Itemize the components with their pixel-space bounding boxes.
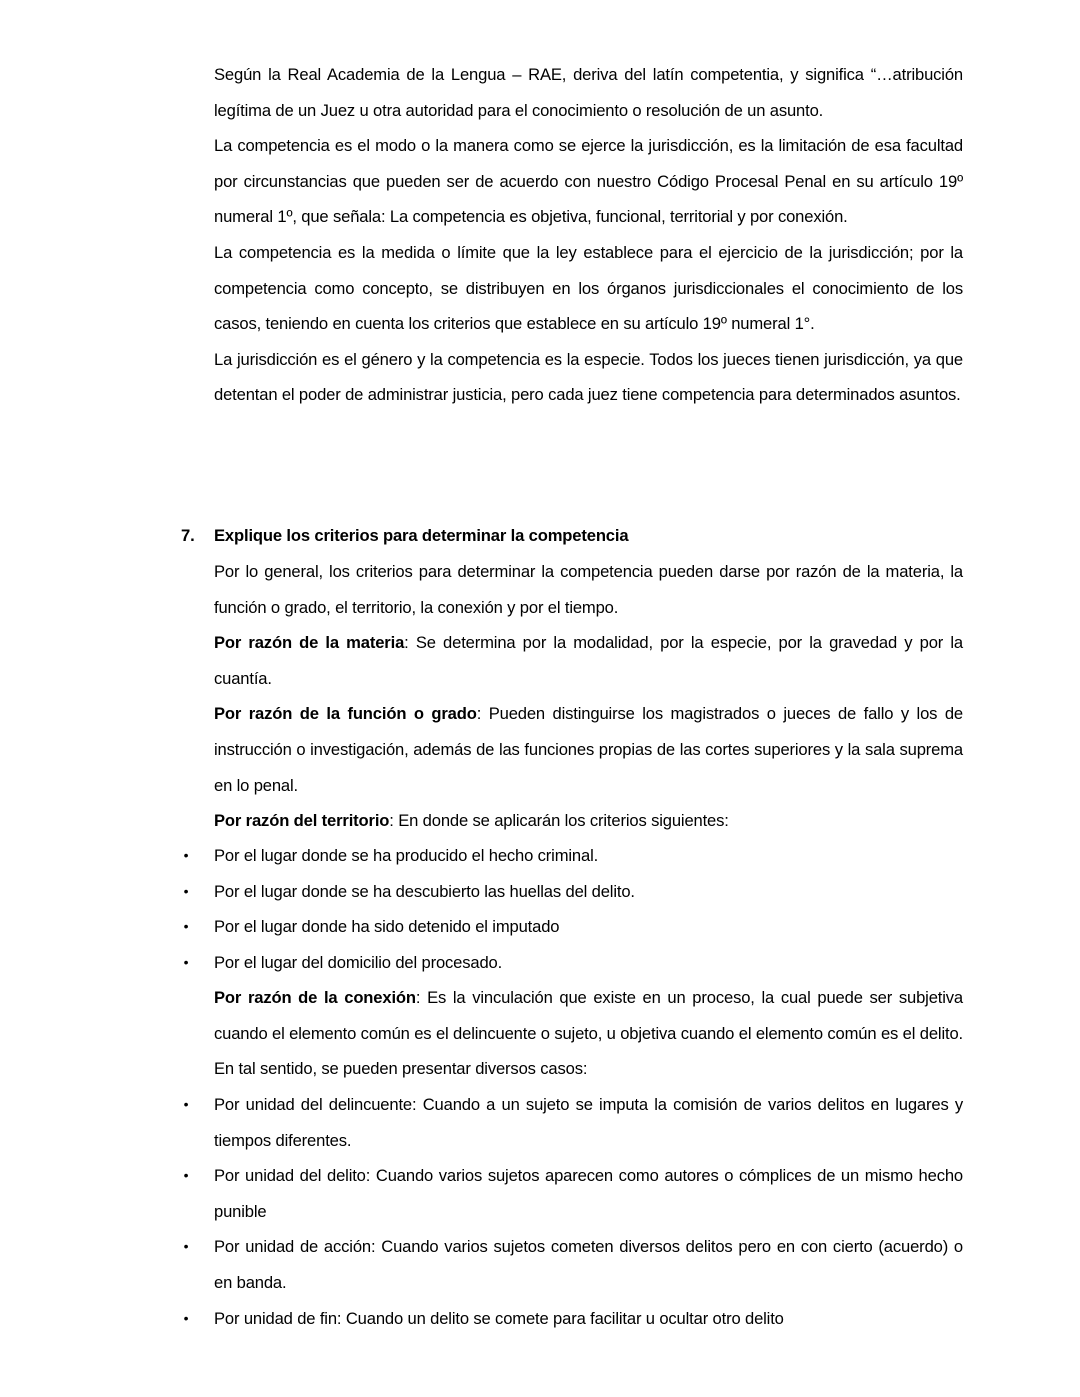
bullet-icon: •: [183, 1238, 189, 1255]
criterio-conexion: [214, 980, 963, 1087]
bullet-icon: •: [183, 953, 189, 970]
territorio-bullet-list: [181, 838, 963, 980]
criteria-section: [214, 554, 963, 839]
criterio-conexion-label: Por razón de la conexión: [214, 988, 416, 1007]
list-item: • Por unidad de fin: Cuando un delito se comete para facilitar u ocultar otro delito: [181, 1301, 963, 1337]
paragraph-rae-definition: Según la Real Academia de la Lengua – RAE, deriva del latín competentia, y significa “…atribución legítima de un Juez u otra autoridad para el conocimiento o resolución de un asunto.: [214, 65, 963, 120]
paragraph-competencia-medida: La competencia es la medida o límite que la ley establece para el ejercicio de la jurisdicción; por la competencia como concepto, se distribuyen en los órganos jurisdiccionales el conocimiento de los casos, teniendo en cuenta los criterios que establece en su artículo 19º numeral 1°.: [214, 242, 963, 334]
question-heading: [181, 518, 963, 554]
list-item: • Por el lugar del domicilio del procesado.: [181, 945, 963, 981]
criterio-materia-text: : Se determina por la modalidad, por la especie, por la gravedad y por la cuantía.: [214, 633, 964, 688]
paragraph-competencia-modo: La competencia es el modo o la manera como se ejerce la jurisdicción, es la limitación de esa facultad por circunstancias que pueden ser de acuerdo con nuestro Código Procesal Penal en su artículo 19º numeral 1º, que señala: La competencia es objetiva, funcional, territorial y por conexión.: [214, 136, 963, 227]
criterio-materia-label: Por razón de la materia: [214, 633, 405, 653]
intro-section: [214, 57, 963, 413]
criterio-materia: [214, 625, 963, 696]
question-number: 7.: [181, 526, 195, 545]
criterio-territorio-text: : En donde se aplicarán los criterios siguientes:: [389, 811, 729, 831]
list-item: • Por el lugar donde ha sido detenido el imputado: [181, 909, 963, 945]
criterio-territorio-label: Por razón del territorio: [214, 811, 390, 831]
conexion-section: [214, 980, 963, 1087]
criterio-funcion-text: : Pueden distinguirse los magistrados o jueces de fallo y los de instrucción o investigación, además de las funciones propias de las cortes superiores y la sala suprema en lo penal.: [214, 704, 963, 795]
list-item: • Por unidad del delincuente: Cuando a un sujeto se imputa la comisión de varios delitos en lugares y tiempos diferentes.: [181, 1087, 963, 1158]
list-item: • Por unidad del delito: Cuando varios sujetos aparecen como autores o cómplices de un mismo hecho punible: [181, 1158, 963, 1229]
conexion-bullet-list: [181, 1087, 963, 1336]
criterio-funcion: [214, 696, 963, 803]
list-item: • Por el lugar donde se ha producido el hecho criminal.: [181, 838, 963, 874]
bullet-icon: •: [183, 882, 189, 899]
bullet-icon: •: [183, 918, 189, 935]
criteria-intro: Por lo general, los criterios para determinar la competencia pueden darse por razón de la materia, la función o grado, el territorio, la conexión y por el tiempo.: [214, 562, 963, 617]
criterio-funcion-label: Por razón de la función o grado: [214, 704, 477, 724]
criterio-conexion-text: : Es la vinculación que existe en un proceso, la cual puede ser subjetiva cuando el elemento común es el delincuente o sujeto, u objetiva cuando el elemento común es el delito. En tal sentido, se pueden presentar diversos casos:: [214, 988, 963, 1079]
paragraph-jurisdiccion-genero: La jurisdicción es el género y la competencia es la especie. Todos los jueces tienen jurisdicción, ya que detentan el poder de administrar justicia, pero cada juez tiene competencia para determinados asuntos.: [214, 349, 963, 405]
list-item: • Por unidad de acción: Cuando varios sujetos cometen diversos delitos pero en con cierto (acuerdo) o en banda.: [181, 1229, 963, 1300]
bullet-icon: •: [183, 1309, 189, 1326]
list-item: • Por el lugar donde se ha descubierto las huellas del delito.: [181, 874, 963, 910]
bullet-icon: •: [183, 1167, 189, 1184]
criterio-territorio: [214, 803, 963, 839]
bullet-icon: •: [183, 1096, 189, 1112]
bullet-icon: •: [183, 847, 189, 863]
question-title: Explique los criterios para determinar la competencia: [214, 526, 629, 545]
